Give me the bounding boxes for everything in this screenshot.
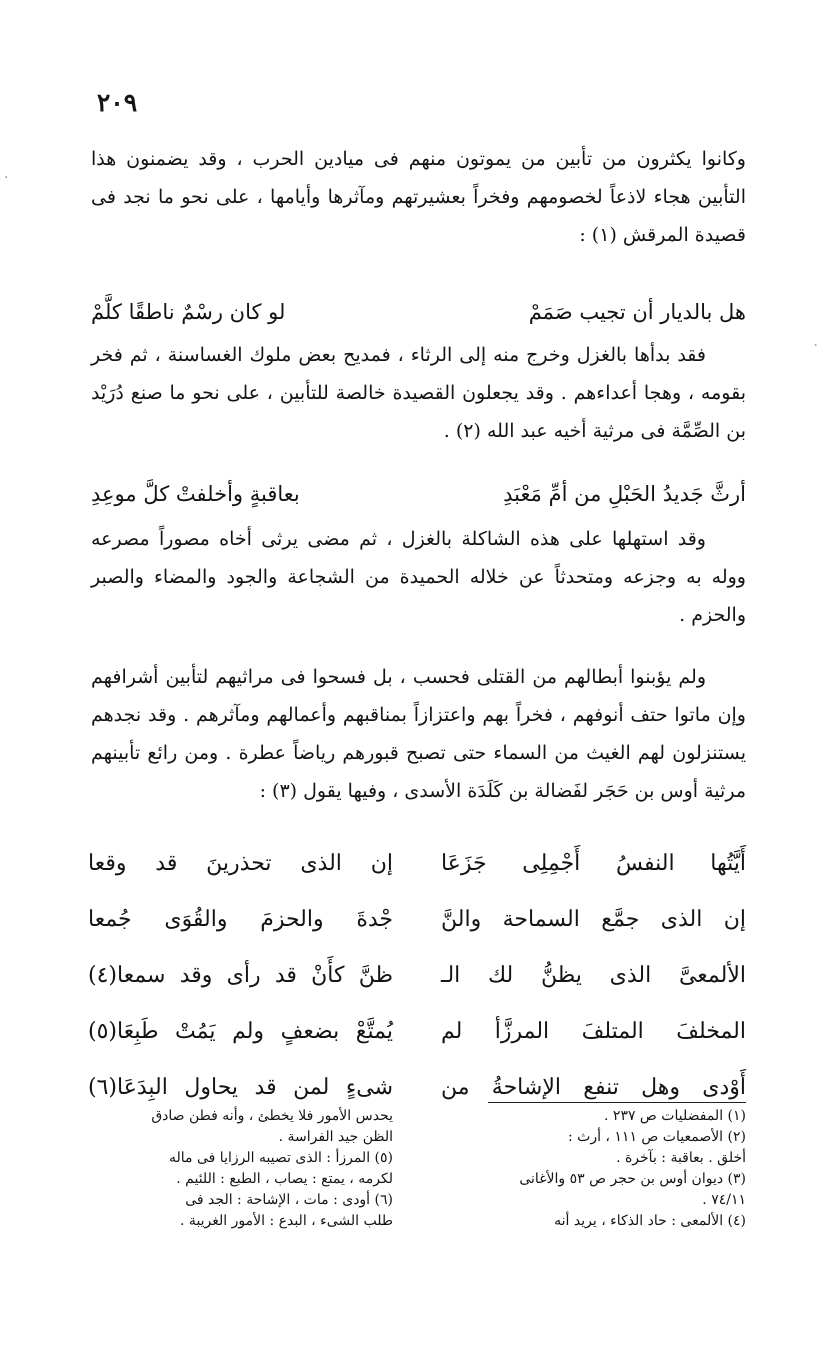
- verse-2: [91, 472, 746, 516]
- footnote-line: (٦) أودى : مات ، الإشاحة : الجد فى: [185, 1192, 393, 1208]
- poem-line: يُمتَّعْ بضعفٍ ولم يَمُتْ طَبِعَا(٥): [88, 1019, 393, 1044]
- paragraph-2: فقد بدأها بالغزل وخرج منه إلى الرثاء ، فمديح بعض ملوك الغساسنة ، ثم فخر بقومه ، وهجا أعداءهم . وقد يجعلون القصيدة خالصة للتأبين ، على نحو ما صنع دُرَيْد بن الصِّمَّة فى مرثية أخيه عبد الله (٢) .: [91, 344, 746, 442]
- poem-line: شىءٍ لمن قد يحاول البِدَعَا(٦): [88, 1075, 393, 1100]
- footnote-divider: [488, 1102, 746, 1103]
- poem-line: جْدةَ والحزمَ والقُوَى جُمعا: [88, 907, 393, 932]
- footnote-line: (٤) الألمعى : حاد الذكاء ، يريد أنه: [554, 1213, 746, 1229]
- poem-line: المخلفَ المتلفَ المرزَّأ لم: [441, 1019, 746, 1044]
- footnotes-right-column: [441, 1106, 746, 1232]
- footnote-line: الظن جيد الفراسة .: [278, 1129, 393, 1145]
- footnote-line: لكرمه ، يمتع : يصاب ، الطبع : اللئيم .: [176, 1171, 393, 1187]
- poem-left-column: [88, 836, 393, 1116]
- footnote-line: (٣) ديوان أوس بن حجر ص ٥٣ والأغانى: [519, 1171, 746, 1187]
- poem-line: أَوْدى وهل تنفع الإشاحةُ من: [441, 1075, 746, 1100]
- verse-1-second-hemistich: لو كان رسْمٌ ناطقًا كلَّمْ: [91, 300, 286, 324]
- footnote-line: (١) المفضليات ص ٢٣٧ .: [604, 1108, 746, 1124]
- footnote-line: (٢) الأصمعيات ص ١١١ ، أرث :: [567, 1129, 746, 1145]
- footnote-line: أخلق . بعاقبة : بآخرة .: [616, 1150, 746, 1166]
- verse-2-second-hemistich: بعاقبةٍ وأخلفتْ كلَّ موعِدِ: [91, 482, 300, 506]
- footnote-line: (٥) المرزأ : الذى تصيبه الرزايا فى ماله: [169, 1150, 393, 1166]
- poem-right-column: [441, 836, 746, 1116]
- footnote-line: طلب الشىء ، البدع : الأمور الغريبة .: [180, 1213, 393, 1229]
- paragraph-4: ولم يؤبنوا أبطالهم من القتلى فحسب ، بل فسحوا فى مراثيهم لتأبين أشرافهم وإن ماتوا حتف أنوفهم ، فخراً بهم واعتزازاً بمناقبهم وأعمالهم ومآثرهم . وقد نجدهم يستنزلون لهم الغيث من السماء حتى تصبح قبورهم رياضاً عطرة . ومن رائع تأبينهم مرثية أوس بن حَجَر لفَضالة بن كَلَدَة الأسدى ، وفيها يقول (٣) :: [91, 666, 746, 802]
- verse-1-first-hemistich: هل بالديار أن تجيب صَمَمْ: [528, 300, 746, 324]
- page-number: ٢٠٩: [96, 88, 138, 117]
- paragraph-3: وقد استهلها على هذه الشاكلة بالغزل ، ثم مضى يرثى أخاه مصوراً مصرعه ووله به وجزعه ومتحدثاً عن خلاله الحميدة من الشجاعة والجود والمضاء والصبر والحزم .: [91, 528, 746, 626]
- scan-speck: ·: [813, 338, 818, 354]
- poem-line: أَيَّتُها النفسُ أَجْمِلِى جَزَعَا: [441, 851, 746, 876]
- footnote-line: يحدس الأمور فلا يخطئ ، وأنه فطن صادق: [151, 1108, 393, 1124]
- poem-line: إن الذى جمَّع السماحة والنَّ: [441, 907, 746, 932]
- footnotes-left-column: [88, 1106, 393, 1232]
- poem-line: الألمعىَّ الذى يظنُّ لك الـ: [441, 963, 746, 988]
- verse-1: [91, 290, 746, 334]
- scan-speck: ·: [4, 170, 9, 186]
- footnote-line: ٧٤/١١ .: [702, 1192, 746, 1208]
- intro-paragraph: وكانوا يكثرون من تأبين من يموتون منهم فى ميادين الحرب ، وقد يضمنون هذا التأبين هجاء لاذعاً لخصومهم وفخراً بعشيرتهم ومآثرها وأيامها ، على نحو ما نجد فى قصيدة المرقش (١) :: [91, 148, 746, 246]
- poem-line: ظنَّ كأَنْ قد رأى وقد سمعا(٤): [88, 963, 393, 988]
- verse-2-first-hemistich: أرثَّ جَديدُ الحَبْلِ من أمِّ مَعْبَدِ: [503, 482, 746, 506]
- poem-line: إن الذى تحذرينَ قد وقعا: [88, 851, 393, 876]
